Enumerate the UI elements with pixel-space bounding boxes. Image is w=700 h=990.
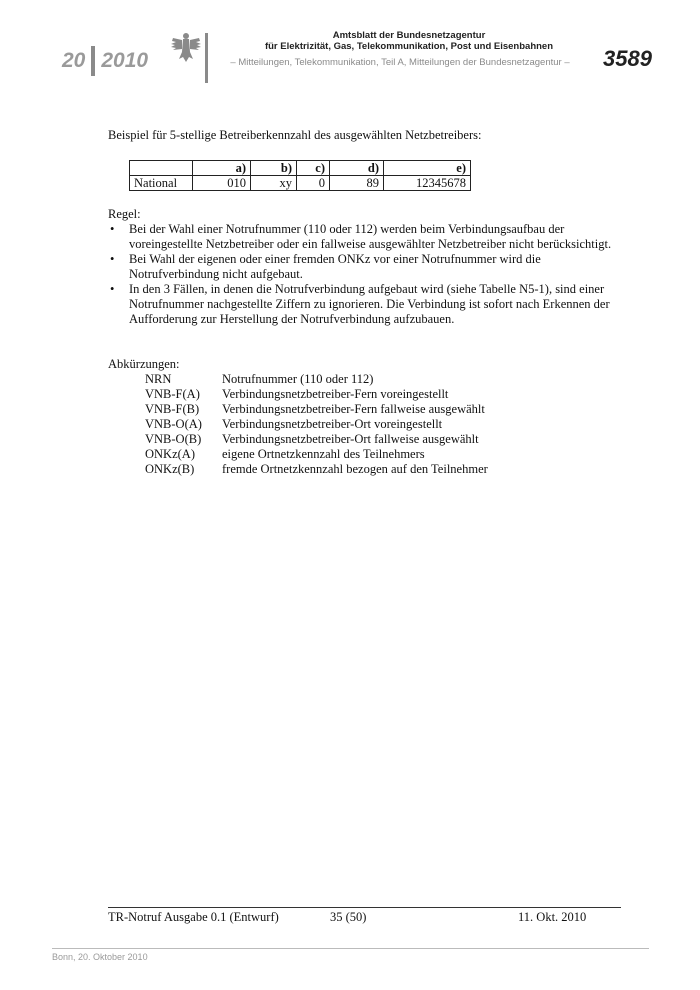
gazette-title-line2: für Elektrizität, Gas, Telekommunikation, Post und Eisenbahnen xyxy=(264,41,554,52)
example-table xyxy=(129,160,471,191)
example-header-cell: a) xyxy=(193,161,251,176)
example-header-cell xyxy=(130,161,193,176)
abbreviation-row xyxy=(145,387,488,402)
page-number: 3589 xyxy=(603,46,652,71)
example-header-cell: e) xyxy=(384,161,471,176)
rule-text: Bei der Wahl einer Notrufnummer (110 oder 112) werden beim Verbindungsaufbau der voreingestellte Netzbetreiber oder ein fallweise ausgewählter Netzbetreiber nicht berücksichtigt. xyxy=(129,222,612,251)
federal-eagle-icon xyxy=(170,30,202,66)
issue-number: 20 xyxy=(62,49,86,72)
abbreviation-value: Verbindungsnetzbetreiber-Fern fallweise ausgewählt xyxy=(222,402,485,416)
example-cell: 0 xyxy=(297,176,330,191)
bottom-rule xyxy=(52,948,649,949)
example-header-cell: d) xyxy=(330,161,384,176)
rule-item xyxy=(108,222,628,252)
abbreviation-key: ONKz(B) xyxy=(145,462,195,476)
example-cell: National xyxy=(130,176,193,191)
abbreviation-row xyxy=(145,402,488,417)
abbreviation-value: Verbindungsnetzbetreiber-Fern voreingestellt xyxy=(222,387,449,401)
bullet-icon: • xyxy=(110,282,115,296)
abbreviation-row xyxy=(145,462,488,477)
abbreviation-key: ONKz(A) xyxy=(145,447,195,461)
abbreviation-key: VNB-F(B) xyxy=(145,402,200,416)
abbreviation-value: eigene Ortnetzkennzahl des Teilnehmers xyxy=(222,447,425,461)
example-cell: 12345678 xyxy=(384,176,471,191)
rule-heading: Regel: xyxy=(108,207,141,221)
issue-year: 2010 xyxy=(101,49,149,72)
abbreviation-value: Verbindungsnetzbetreiber-Ort fallweise ausgewählt xyxy=(222,432,479,446)
footer-page-info: 35 (50) xyxy=(330,910,367,924)
abbreviations-table xyxy=(145,372,488,477)
abbreviation-key: NRN xyxy=(145,372,172,386)
issue-label xyxy=(62,46,148,76)
gazette-title xyxy=(214,30,604,52)
abbreviation-key: VNB-O(B) xyxy=(145,432,202,446)
rule-item xyxy=(108,252,628,282)
header-divider xyxy=(205,33,208,83)
intro-paragraph: Beispiel für 5-stellige Betreiberkennzahl des ausgewählten Netzbetreibers: xyxy=(108,128,482,142)
abbreviation-row xyxy=(145,372,488,387)
abbreviation-value: Notrufnummer (110 oder 112) xyxy=(222,372,374,386)
example-cell: xy xyxy=(251,176,297,191)
abbreviations-heading: Abkürzungen: xyxy=(108,357,180,371)
footer-doc-title: TR-Notruf Ausgabe 0.1 (Entwurf) xyxy=(108,910,279,924)
bullet-icon: • xyxy=(110,222,115,236)
abbreviation-value: Verbindungsnetzbetreiber-Ort voreingestellt xyxy=(222,417,443,431)
abbreviation-key: VNB-O(A) xyxy=(145,417,202,431)
gazette-title-line1: Amtsblatt der Bundesnetzagentur xyxy=(332,30,486,41)
example-header-cell: b) xyxy=(251,161,297,176)
issue-divider xyxy=(91,46,95,76)
abbreviation-row xyxy=(145,417,488,432)
example-cell: 89 xyxy=(330,176,384,191)
abbreviation-row xyxy=(145,432,488,447)
example-table-header-row xyxy=(130,161,471,176)
abbreviation-row xyxy=(145,447,488,462)
example-cell: 010 xyxy=(193,176,251,191)
bullet-icon: • xyxy=(110,252,115,266)
gazette-subtitle: – Mitteilungen, Telekommunikation, Teil A, Mitteilungen der Bundesnetzagentur – xyxy=(230,57,570,68)
document-body xyxy=(108,128,628,477)
abbreviation-key: VNB-F(A) xyxy=(145,387,200,401)
footer-rule xyxy=(108,907,621,908)
place-date: Bonn, 20. Oktober 2010 xyxy=(52,952,148,962)
rule-text: In den 3 Fällen, in denen die Notrufverbindung aufgebaut wird (siehe Tabelle N5-1), sind einer Notrufnummer nachgestellte Ziffern zu ignorieren. Die Verbindung ist sofort nach Erkennen der Aufforderung zur Herstellung der Notrufverbindung aufzubauen. xyxy=(129,282,610,326)
rule-item xyxy=(108,282,628,327)
rule-list xyxy=(108,222,628,327)
example-header-cell: c) xyxy=(297,161,330,176)
rule-text: Bei Wahl der eigenen oder einer fremden ONKz vor einer Notrufnummer wird die Notrufverbindung nicht aufgebaut. xyxy=(129,252,541,281)
abbreviation-value: fremde Ortnetzkennzahl bezogen auf den Teilnehmer xyxy=(222,462,488,476)
example-table-row xyxy=(130,176,471,191)
footer-date: 11. Okt. 2010 xyxy=(518,910,587,924)
